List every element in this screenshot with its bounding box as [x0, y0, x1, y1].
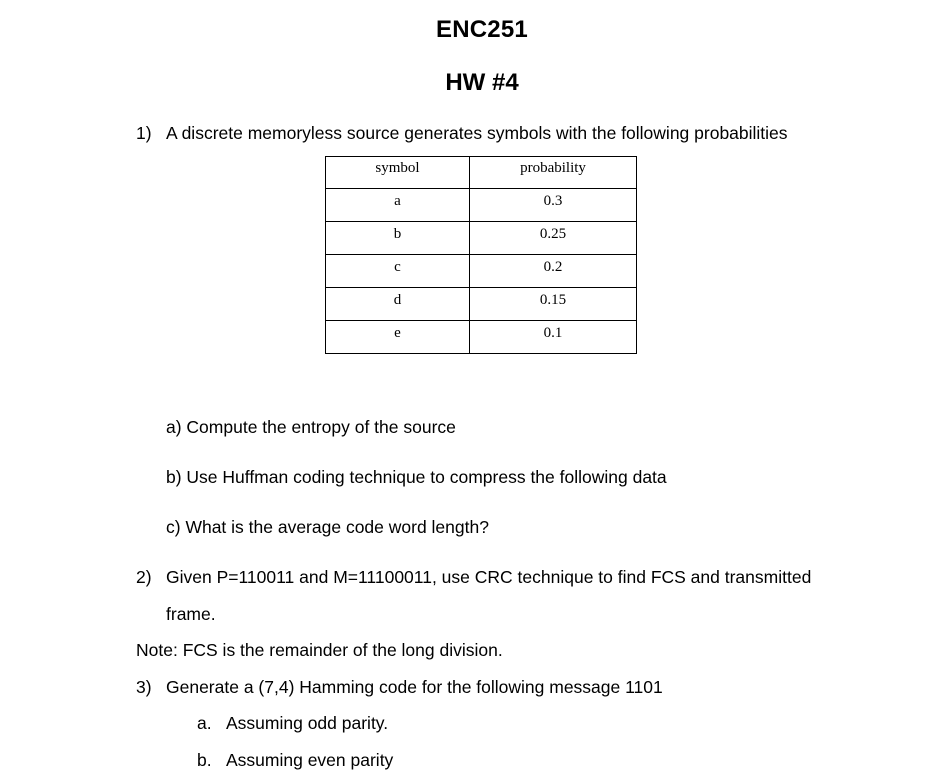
q2-text-line2: frame. — [166, 604, 216, 624]
probability-cell: 0.2 — [470, 255, 637, 288]
table-row — [326, 288, 637, 321]
symbol-cell: a — [326, 189, 470, 222]
probability-cell: 0.3 — [470, 189, 637, 222]
table-row — [326, 189, 637, 222]
q1-part-c: c) What is the average code word length? — [166, 517, 489, 537]
table-row — [326, 255, 637, 288]
q3-part-a-text: Assuming odd parity. — [226, 713, 389, 733]
q1-number: 1) — [136, 123, 152, 143]
probability-cell: 0.15 — [470, 288, 637, 321]
symbol-cell: d — [326, 288, 470, 321]
q3-part-a-label: a. — [197, 713, 212, 733]
symbol-cell: c — [326, 255, 470, 288]
q2-number: 2) — [136, 567, 152, 587]
table-header-probability: probability — [470, 157, 637, 189]
q3-part-b-label: b. — [197, 750, 212, 770]
q3-number: 3) — [136, 677, 152, 697]
note-text: Note: FCS is the remainder of the long division. — [136, 640, 503, 660]
probability-table — [325, 156, 637, 354]
table-header-symbol: symbol — [326, 157, 470, 189]
symbol-cell: e — [326, 321, 470, 354]
q3-text: Generate a (7,4) Hamming code for the following message 1101 — [166, 677, 663, 697]
table-row — [326, 222, 637, 255]
q1-part-b: b) Use Huffman coding technique to compress the following data — [166, 467, 667, 487]
q2-text-line1: Given P=110011 and M=11100011, use CRC technique to find FCS and transmitted — [166, 567, 812, 587]
course-title: ENC251 — [436, 16, 528, 43]
probability-cell: 0.1 — [470, 321, 637, 354]
assignment-title: HW #4 — [445, 69, 519, 96]
q3-part-b-text: Assuming even parity — [226, 750, 394, 770]
table-row — [326, 321, 637, 354]
symbol-cell: b — [326, 222, 470, 255]
table-header-row — [326, 157, 637, 189]
q1-part-a: a) Compute the entropy of the source — [166, 417, 456, 437]
q1-text: A discrete memoryless source generates symbols with the following probabilities — [166, 123, 788, 143]
probability-cell: 0.25 — [470, 222, 637, 255]
